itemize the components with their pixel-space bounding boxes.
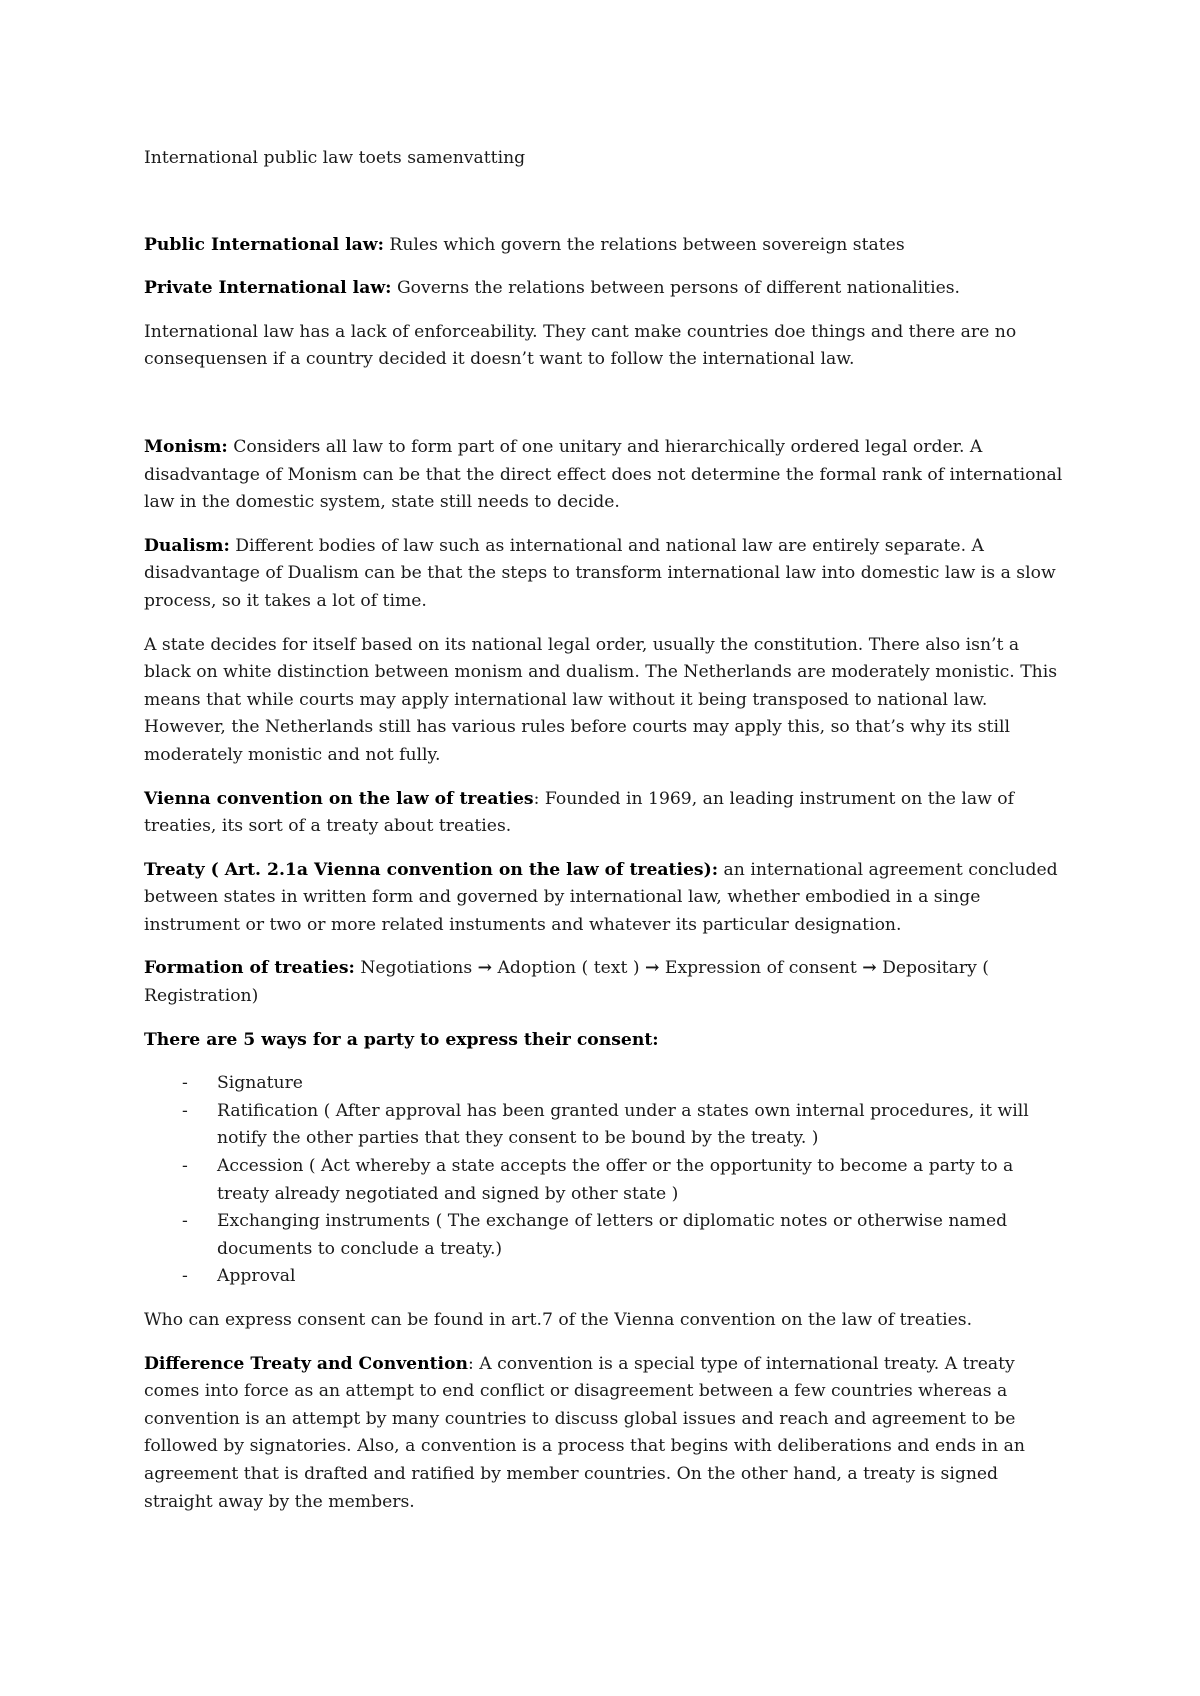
definition-private-international-law: Governs the relations between persons of different nationalities. <box>391 278 961 299</box>
term-dualism: Dualism: <box>144 535 230 556</box>
formation-step-depositary: Depositary ( Registration) <box>144 958 989 1007</box>
definition-vienna-convention: : Founded in 1969, an leading instrument on the law of treaties, its sort of a treaty about treaties. <box>144 788 1015 837</box>
formation-step-adoption: Adoption ( text ) <box>492 958 646 979</box>
arrow-right-icon: → <box>862 958 877 979</box>
list-item <box>144 1070 1064 1098</box>
list-item-text: Ratification ( After approval has been granted under a states own internal procedures, it will notify the other parties that they consent to be bound by the treaty. ) <box>217 1100 1029 1149</box>
term-monism: Monism: <box>144 436 228 457</box>
paragraph-dualism <box>144 533 1064 616</box>
paragraph-private-international-law <box>144 275 1064 303</box>
paragraph-monism <box>144 434 1064 517</box>
formation-step-expression-of-consent: Expression of consent <box>659 958 863 979</box>
list-item-text: Accession ( Act whereby a state accepts the offer or the opportunity to become a party to a treaty already negotiated and signed by other state ) <box>217 1156 1014 1204</box>
list-dash: - <box>182 1211 188 1232</box>
term-difference-treaty-convention: Difference Treaty and Convention <box>144 1353 469 1374</box>
list-item <box>144 1153 1064 1208</box>
paragraph-difference-treaty-convention <box>144 1351 1064 1517</box>
formation-step-negotiations: Negotiations <box>354 958 478 979</box>
paragraph-state-decides: A state decides for itself based on its national legal order, usually the constitution. There also isn’t a black on white distinction between monism and dualism. The Netherlands are moderately monistic. This means that while courts may apply international law without it being transposed to national law. However, the Netherlands still has various rules before courts may apply this, so that’s why its still moderately monistic and not fully. <box>144 634 1058 765</box>
list-dash: - <box>182 1266 188 1287</box>
definition-difference-treaty-convention: : A convention is a special type of international treaty. A treaty comes into force as an attempt to end conflict or disagreement between a few countries whereas a convention is an attempt by many countries to discuss global issues and reach and agreement to be followed by signatories. Also, a convention is a process that begins with deliberations and ends in an agreement that is drafted and ratified by member countries. On the other hand, a treaty is signed straight away by the members. <box>144 1353 1025 1512</box>
list-item-text: Signature <box>217 1073 303 1094</box>
consent-ways-heading: There are 5 ways for a party to express their consent: <box>144 1029 659 1050</box>
paragraph-formation-of-treaties <box>144 955 1064 1010</box>
list-item-text: Approval <box>217 1266 296 1287</box>
list-dash: - <box>182 1073 188 1094</box>
list-item <box>144 1208 1064 1263</box>
definition-monism: Considers all law to form part of one unitary and hierarchically ordered legal order. A disadvantage of Monism can be that the direct effect does not determine the formal rank of international law in the domestic system, state still needs to decide. <box>144 436 1063 513</box>
paragraph-treaty <box>144 857 1064 940</box>
consent-ways-list <box>144 1070 1064 1291</box>
paragraph-vienna-convention <box>144 786 1064 841</box>
paragraph-enforceability: International law has a lack of enforceability. They cant make countries doe things and there are no consequensen if a country decided it doesn’t want to follow the international law. <box>144 321 1017 370</box>
list-item-text: Exchanging instruments ( The exchange of letters or diplomatic notes or otherwise named documents to conclude a treaty.) <box>217 1211 1008 1259</box>
arrow-right-icon: → <box>477 958 493 979</box>
definition-public-international-law: Rules which govern the relations between sovereign states <box>383 234 905 255</box>
arrow-right-icon: → <box>645 958 660 979</box>
paragraph-public-international-law <box>144 232 1064 260</box>
document-body <box>144 145 1064 1516</box>
term-formation-of-treaties: Formation of treaties: <box>144 958 355 979</box>
term-treaty: Treaty ( Art. 2.1a Vienna convention on the law of treaties): <box>144 859 719 880</box>
list-dash: - <box>182 1100 188 1121</box>
paragraph-who-can-express-consent: Who can express consent can be found in art.7 of the Vienna convention on the law of treaties. <box>144 1310 973 1330</box>
definition-treaty: an international agreement concluded between states in written form and governed by international law, whether embodied in a singe instrument or two or more related instuments and whatever its particular designation. <box>144 859 1058 935</box>
definition-dualism: Different bodies of law such as international and national law are entirely separate. A disadvantage of Dualism can be that the steps to transform international law into domestic law is a slow process, so it takes a lot of time. <box>144 535 1056 611</box>
list-dash: - <box>182 1156 188 1177</box>
list-item <box>144 1263 1064 1291</box>
term-private-international-law: Private International law: <box>144 278 392 299</box>
list-item <box>144 1098 1064 1153</box>
term-vienna-convention: Vienna convention on the law of treaties <box>144 788 534 809</box>
document-title: International public law toets samenvatting <box>144 148 526 168</box>
term-public-international-law: Public International law: <box>144 234 384 255</box>
